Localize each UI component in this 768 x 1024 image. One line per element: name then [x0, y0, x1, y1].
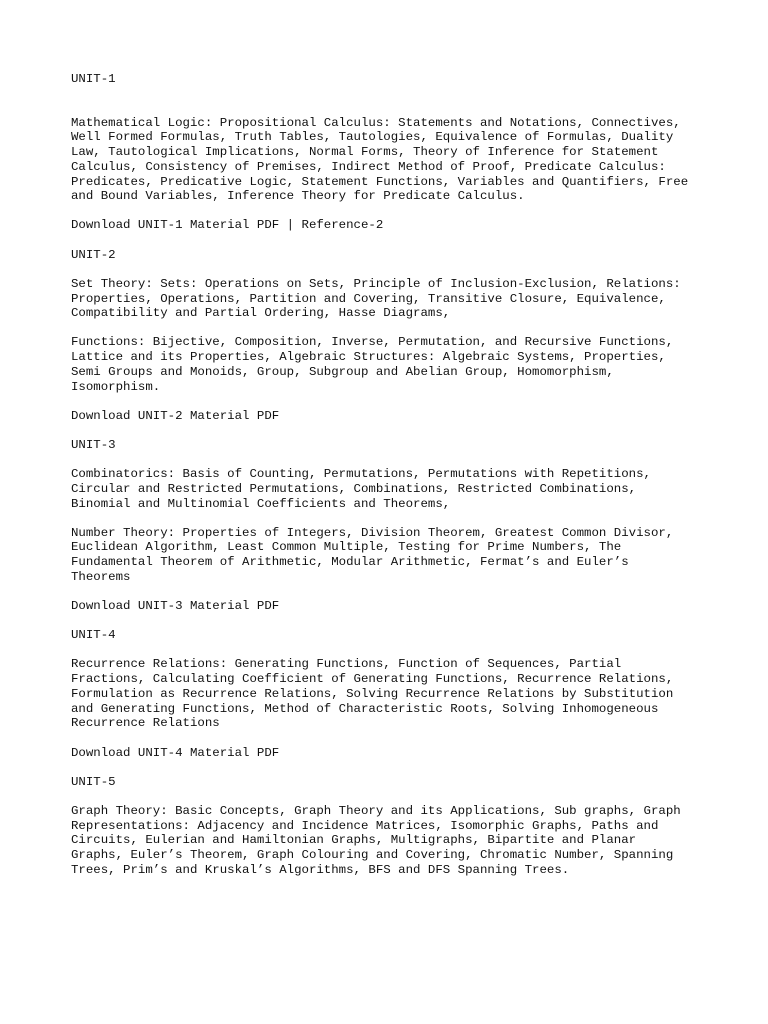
- unit-3-section: [71, 438, 711, 614]
- syllabus-document: [71, 72, 711, 892]
- unit-1-section: [71, 72, 711, 233]
- unit-5-section: [71, 775, 711, 878]
- unit-4-topics: Recurrence Relations: Generating Functions, Function of Sequences, Partial Fractions, Calculating Coefficient of Generating Functions, Recurrence Relations, Formulation as Recurrence Relations, Solving Recurrence Relations by Substitution and Generating Functions, Method of Characteristic Roots, Solving Inhomogeneous Recurrence Relations: [71, 657, 674, 731]
- unit-2-heading: UNIT-2: [71, 247, 116, 262]
- unit-2-section: [71, 248, 711, 424]
- unit-4-download-link[interactable]: Download UNIT-4 Material PDF: [71, 745, 280, 760]
- unit-3-download-link[interactable]: Download UNIT-3 Material PDF: [71, 599, 280, 614]
- unit-1-download-link[interactable]: Download UNIT-1 Material PDF | Reference-2: [71, 218, 384, 233]
- unit-1-heading: UNIT-1: [71, 72, 116, 86]
- unit-1-topics: Mathematical Logic: Propositional Calculus: Statements and Notations, Connectives, Well Formed Formulas, Truth Tables, Tautologies, Equivalence of Formulas, Duality Law, Tautological Implications, Normal Forms, Theory of Inference for Statement Calculus, Consistency of Premises, Indirect Method of Proof, Predicate Calculus: Predicates, Predicative Logic, Statement Functions, Variables and Quantifiers, Free and Bound Variables, Inference Theory for Predicate Calculus.: [71, 115, 689, 204]
- unit-3-heading: UNIT-3: [71, 437, 116, 452]
- unit-3-topics-number-theory: Number Theory: Properties of Integers, Division Theorem, Greatest Common Divisor, Euclidean Algorithm, Least Common Multiple, Testing for Prime Numbers, The Fundamental Theorem of Arithmetic, Modular Arithmetic, Fermat’s and Euler’s Theorems: [71, 525, 674, 584]
- unit-4-heading: UNIT-4: [71, 628, 116, 643]
- unit-4-section: [71, 628, 711, 760]
- unit-2-download-link[interactable]: Download UNIT-2 Material PDF: [71, 408, 280, 423]
- unit-2-topics-functions: Functions: Bijective, Composition, Inverse, Permutation, and Recursive Functions, Lattice and its Properties, Algebraic Structures: Algebraic Systems, Properties, Semi Groups and Monoids, Group, Subgroup and Abelian Group, Homomorphism, Isomorphism.: [71, 335, 674, 394]
- unit-5-topics: Graph Theory: Basic Concepts, Graph Theory and its Applications, Sub graphs, Graph Representations: Adjacency and Incidence Matrices, Isomorphic Graphs, Paths and Circuits, Eulerian and Hamiltonian Graphs, Multigraphs, Bipartite and Planar Graphs, Euler’s Theorem, Graph Colouring and Covering, Chromatic Number, Spanning Trees, Prim’s and Kruskal’s Algorithms, BFS and DFS Spanning Trees.: [71, 803, 681, 877]
- unit-5-heading: UNIT-5: [71, 774, 116, 789]
- unit-2-topics-sets: Set Theory: Sets: Operations on Sets, Principle of Inclusion-Exclusion, Relations: Properties, Operations, Partition and Covering, Transitive Closure, Equivalence, Compatibility and Partial Ordering, Hasse Diagrams,: [71, 276, 681, 321]
- unit-3-topics-combinatorics: Combinatorics: Basis of Counting, Permutations, Permutations with Repetitions, Circular and Restricted Permutations, Combinations, Restricted Combinations, Binomial and Multinomial Coefficients and Theorems,: [71, 467, 651, 511]
